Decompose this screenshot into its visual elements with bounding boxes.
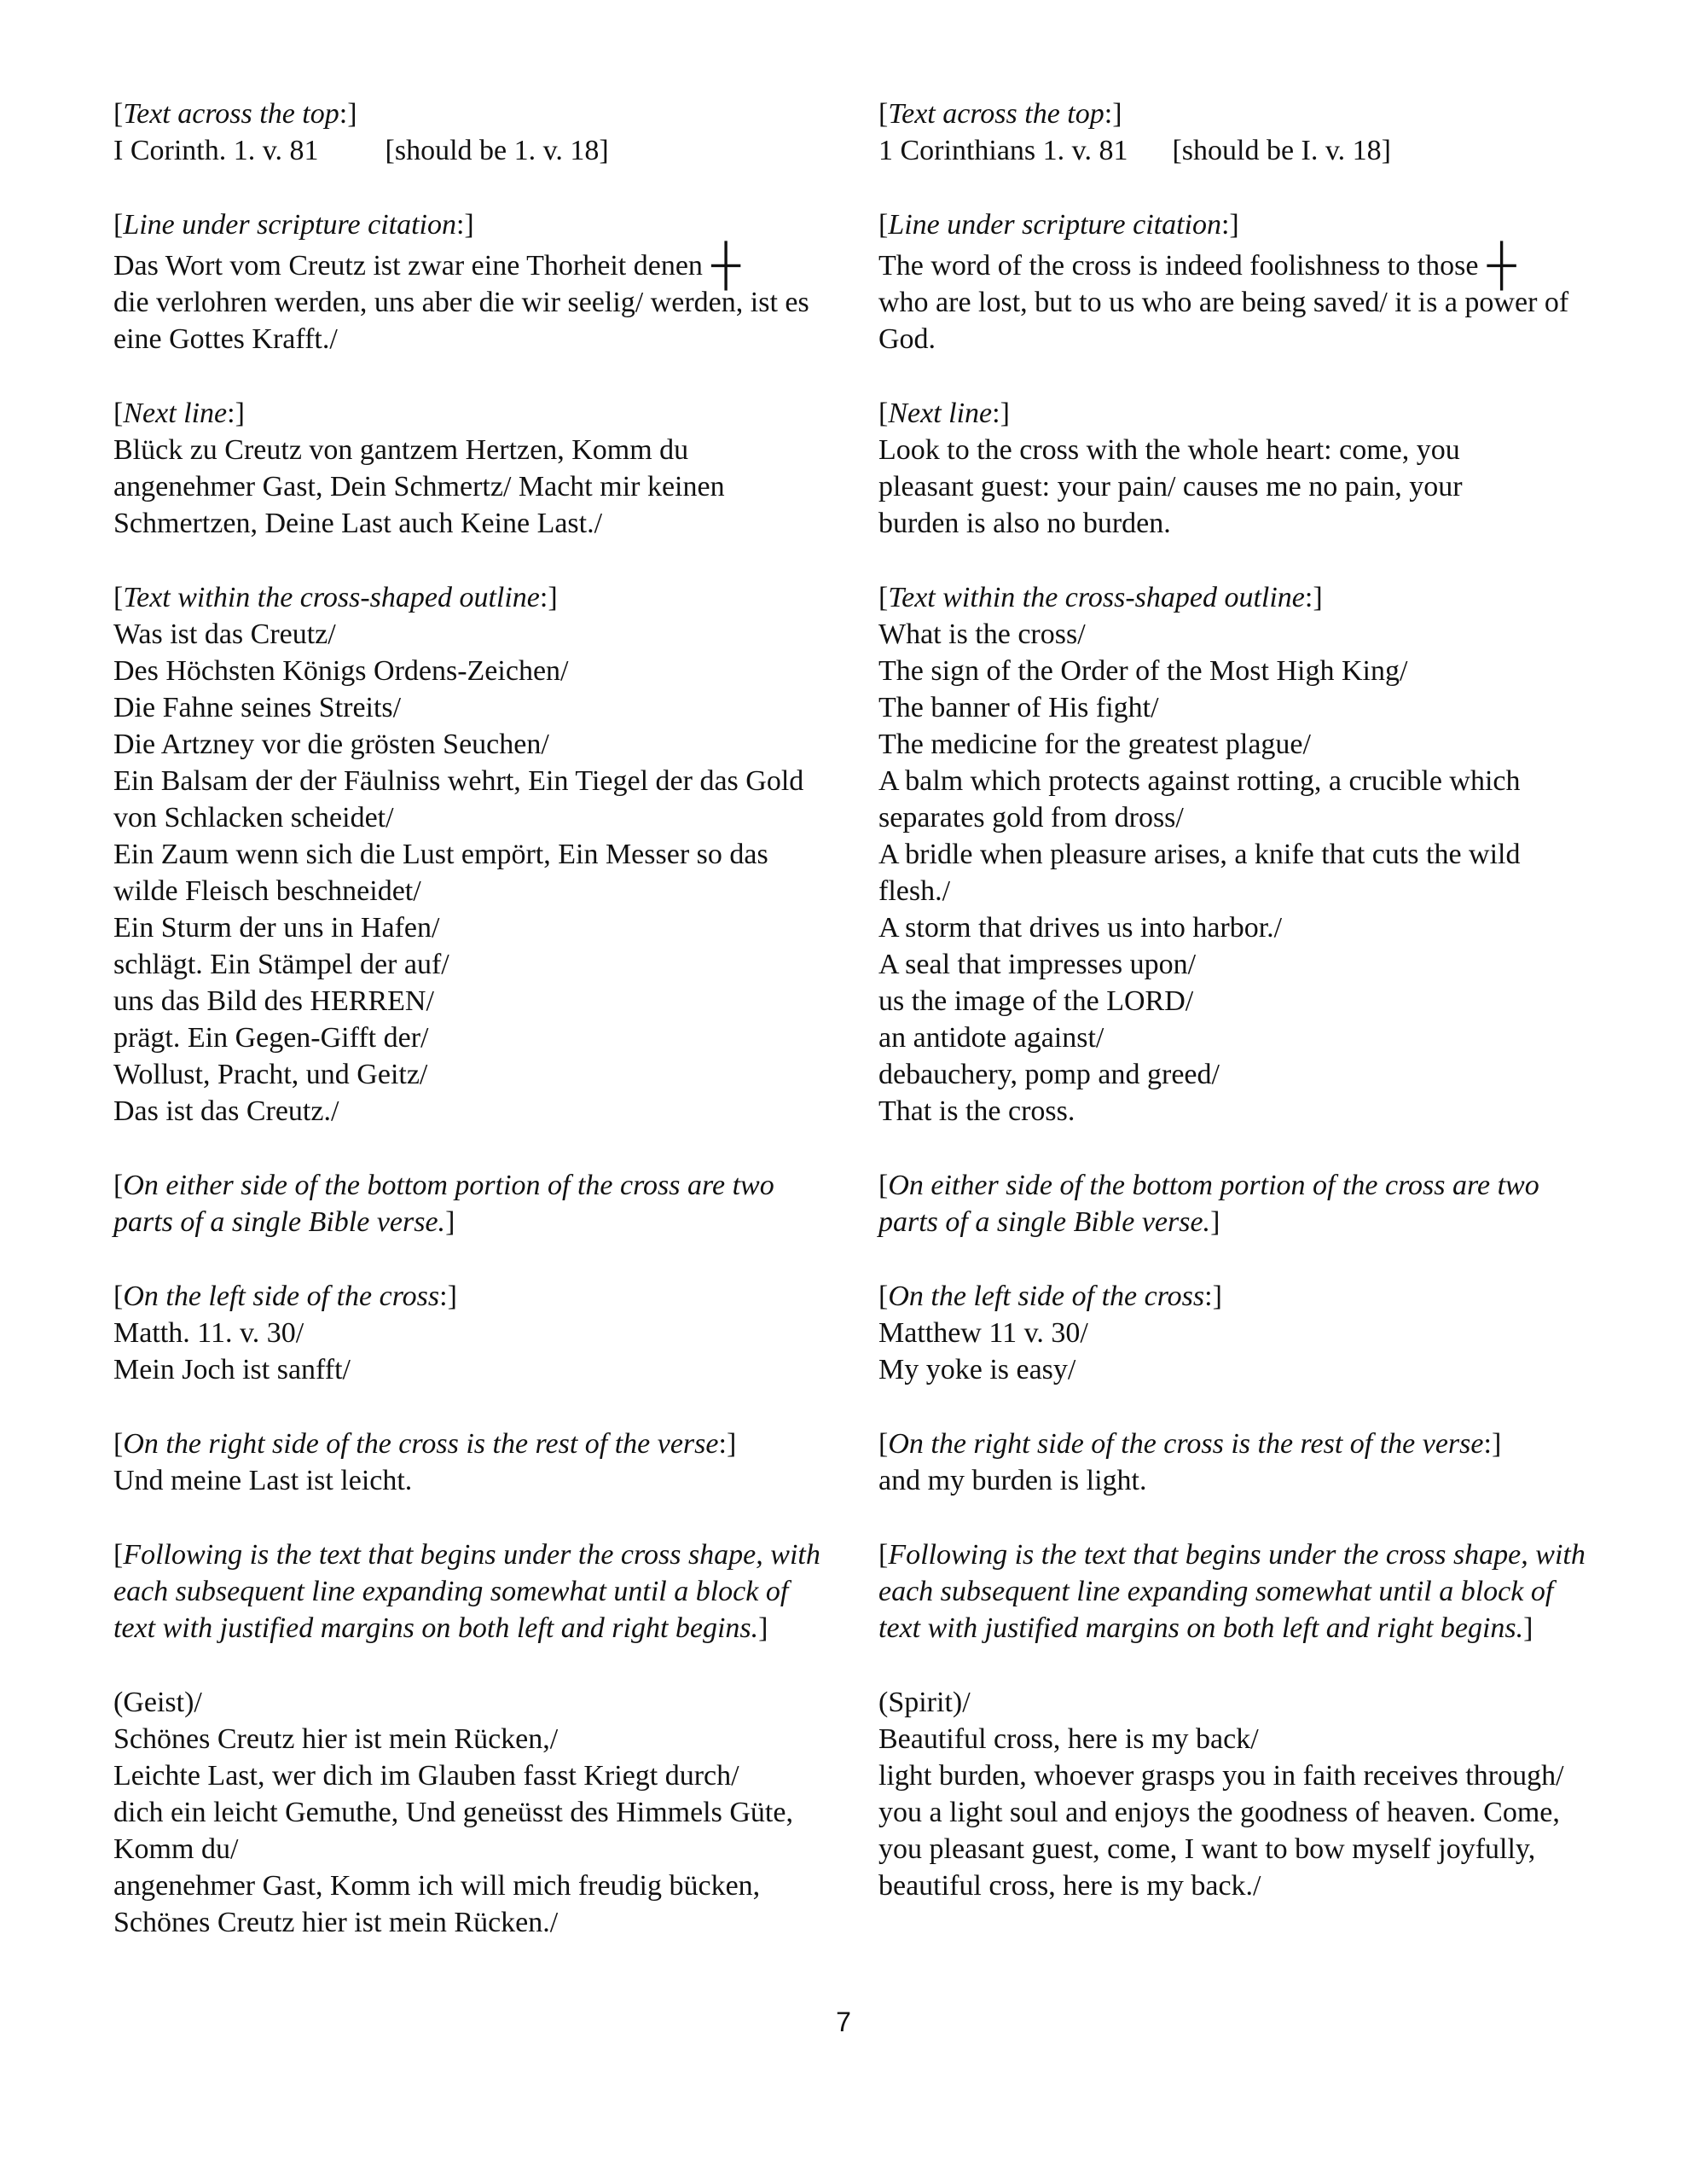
- next-line-block: [Next line:] Look to the cross with the whole heart: come, you pleasant guest: your pain/ causes me no pain, your burden is also no burden.: [878, 395, 1595, 542]
- cross-icon: ┼: [1487, 242, 1516, 288]
- scripture-line: The word of the cross is indeed foolishness to those: [878, 250, 1479, 282]
- editorial-note: Following is the text that begins under the cross shape, with each subsequent line expanding somewhat until a block of text with justified margins on both left and right begins.: [113, 1539, 820, 1644]
- text-line: angenehmer Gast, Komm ich will mich freudig bücken, Schönes Creutz hier ist mein Rücken./: [113, 1870, 761, 1938]
- text-line: Look to the cross with the whole heart: come, you: [878, 434, 1460, 466]
- text-line: What is the cross/: [878, 619, 1086, 650]
- geist-block: [113, 1684, 821, 1941]
- following-note-block: [Following is the text that begins under the cross shape, with each subsequent line expanding somewhat until a block of text with justified margins on both left and right begins.]: [113, 1539, 820, 1644]
- text-line: Schmertzen, Deine Last auch Keine Last./: [113, 508, 603, 539]
- citation: I Corinth. 1. v. 81: [113, 135, 319, 166]
- next-line-block: [Next line:] Blück zu Creutz von gantzem Hertzen, Komm du angenehmer Gast, Dein Schmertz/ Macht mir keinen Schmertzen, Deine Last auch Keine Last./: [113, 395, 821, 542]
- editorial-note: Next line: [888, 398, 993, 429]
- scripture-line: who are lost, but to us who are being saved/ it is a power of God.: [878, 287, 1569, 355]
- text-line: an antidote against/: [878, 1022, 1104, 1054]
- text-line: (Geist)/: [113, 1687, 202, 1718]
- verse-reference: Matth. 11. v. 30/: [113, 1317, 304, 1349]
- editorial-note: On the left side of the cross: [888, 1281, 1205, 1312]
- text-line: Ein Sturm der uns in Hafen/: [113, 912, 440, 944]
- german-column: [113, 96, 821, 1978]
- text-line: Ein Balsam der der Fäulniss wehrt, Ein Tiegel der das Gold von Schlacken scheidet/: [113, 765, 804, 834]
- citation-correction: [should be 1. v. 18]: [385, 135, 609, 166]
- text-line: A bridle when pleasure arises, a knife that cuts the wild flesh./: [878, 839, 1521, 907]
- text-line: pleasant guest: your pain/ causes me no pain, your: [878, 471, 1463, 502]
- editorial-note: On the right side of the cross is the rest of the verse: [123, 1428, 719, 1460]
- editorial-note: Text across the top: [888, 98, 1104, 130]
- top-text-block: [Text across the top:] I Corinth. 1. v. 81 [should be 1. v. 18]: [113, 98, 609, 166]
- editorial-note: Text within the cross-shaped outline: [888, 582, 1305, 613]
- text-line: Schönes Creutz hier ist mein Rücken,/: [113, 1723, 559, 1755]
- verse-text: and my burden is light.: [878, 1465, 1147, 1496]
- verse-text: Mein Joch ist sanfft/: [113, 1354, 351, 1385]
- english-column: [878, 96, 1595, 1942]
- cross-outline-block: [Text within the cross-shaped outline:] What is the cross/ The sign of the Order of the Most High King/ The banner of His fight/ The medicine for the greatest plague/ A balm which protects against rotting, a crucible which separates gold from dross/ A bridle when pleasure arises, a knife that cuts the wild flesh./ A storm that drives us into harbor./ A seal that impresses upon/ us the image of the LORD/ an antidote against/ debauchery, pomp and greed/ That is the cross.: [878, 579, 1595, 1130]
- text-line: you pleasant guest, come, I want to bow myself joyfully, beautiful cross, here is my back./: [878, 1833, 1536, 1902]
- text-line: (Spirit)/: [878, 1687, 971, 1718]
- text-line: Ein Zaum wenn sich die Lust empört, Ein Messer so das wilde Fleisch beschneidet/: [113, 839, 768, 907]
- text-line: That is the cross.: [878, 1095, 1075, 1127]
- editorial-note: Line under scripture citation: [123, 209, 456, 241]
- editorial-note: On either side of the bottom portion of the cross are two parts of a single Bible verse.: [878, 1170, 1539, 1238]
- editorial-note: Next line: [123, 398, 228, 429]
- text-line: Das ist das Creutz./: [113, 1095, 339, 1127]
- text-line: schlägt. Ein Stämpel der auf/: [113, 949, 449, 980]
- left-side-block: [On the left side of the cross:] Matthew 11 v. 30/ My yoke is easy/: [878, 1278, 1595, 1388]
- text-line: A balm which protects against rotting, a crucible which separates gold from dross/: [878, 765, 1521, 834]
- right-side-block: [On the right side of the cross is the rest of the verse:] Und meine Last ist leicht.: [113, 1426, 821, 1499]
- citation: 1 Corinthians 1. v. 81: [878, 135, 1128, 166]
- text-line: The medicine for the greatest plague/: [878, 729, 1311, 760]
- left-side-block: [On the left side of the cross:] Matth. 11. v. 30/ Mein Joch ist sanfft/: [113, 1278, 821, 1388]
- text-line: prägt. Ein Gegen-Gifft der/: [113, 1022, 429, 1054]
- right-side-block: [On the right side of the cross is the rest of the verse:] and my burden is light.: [878, 1426, 1595, 1499]
- verse-reference: Matthew 11 v. 30/: [878, 1317, 1088, 1349]
- spirit-block: [878, 1684, 1595, 1904]
- text-line: Beautiful cross, here is my back/: [878, 1723, 1259, 1755]
- following-note-block: [Following is the text that begins under the cross shape, with each subsequent line expanding somewhat until a block of text with justified margins on both left and right begins.]: [878, 1539, 1586, 1644]
- text-line: Des Höchsten Königs Ordens-Zeichen/: [113, 655, 569, 687]
- bottom-note-block: [On either side of the bottom portion of the cross are two parts of a single Bible verse.]: [878, 1170, 1539, 1238]
- text-line: A seal that impresses upon/: [878, 949, 1197, 980]
- editorial-note: Text across the top: [123, 98, 339, 130]
- text-line: us the image of the LORD/: [878, 985, 1194, 1017]
- text-line: Die Artzney vor die grösten Seuchen/: [113, 729, 549, 760]
- editorial-note: On either side of the bottom portion of the cross are two parts of a single Bible verse.: [113, 1170, 774, 1238]
- text-line: Was ist das Creutz/: [113, 619, 336, 650]
- scripture-block: [Line under scripture citation:] The word of the cross is indeed foolishness to those ┼ who are lost, but to us who are being saved/ it is a power of God.: [878, 206, 1595, 357]
- scripture-line: Das Wort vom Creutz ist zwar eine Thorheit denen: [113, 250, 703, 282]
- text-line: Leichte Last, wer dich im Glauben fasst Kriegt durch/: [113, 1760, 739, 1792]
- scripture-block: [Line under scripture citation:] Das Wort vom Creutz ist zwar eine Thorheit denen ┼ die verlohren werden, uns aber die wir seelig/ werden, ist es eine Gottes Krafft./: [113, 206, 821, 357]
- page-number: 7: [836, 2007, 851, 2037]
- text-line: dich ein leicht Gemuthe, Und geneüsst des Himmels Güte, Komm du/: [113, 1797, 793, 1865]
- editorial-note: On the left side of the cross: [123, 1281, 440, 1312]
- text-line: Die Fahne seines Streits/: [113, 692, 402, 723]
- editorial-note: Text within the cross-shaped outline: [123, 582, 540, 613]
- text-line: burden is also no burden.: [878, 508, 1171, 539]
- editorial-note: On the right side of the cross is the rest of the verse: [888, 1428, 1484, 1460]
- text-line: uns das Bild des HERREN/: [113, 985, 434, 1017]
- cross-outline-block: [Text within the cross-shaped outline:] Was ist das Creutz/ Des Höchsten Königs Ordens-Zeichen/ Die Fahne seines Streits/ Die Artzney vor die grösten Seuchen/ Ein Balsam der der Fäulniss wehrt, Ein Tiegel der das Gold von Schlacken scheidet/ Ein Zaum wenn sich die Lust empört, Ein Messer so das wilde Fleisch beschneidet/ Ein Sturm der uns in Hafen/ schlägt. Ein Stämpel der auf/ uns das Bild des HERREN/ prägt. Ein Gegen-Gifft der/ Wollust, Pracht, und Geitz/ Das ist das Creutz./: [113, 579, 821, 1130]
- text-line: Blück zu Creutz von gantzem Hertzen, Komm du: [113, 434, 689, 466]
- bottom-note-block: [On either side of the bottom portion of the cross are two parts of a single Bible verse.]: [113, 1170, 774, 1238]
- text-line: you a light soul and enjoys the goodness of heaven. Come,: [878, 1797, 1560, 1828]
- text-line: The banner of His fight/: [878, 692, 1159, 723]
- text-line: angenehmer Gast, Dein Schmertz/ Macht mir keinen: [113, 471, 725, 502]
- cross-icon: ┼: [710, 242, 740, 288]
- text-line: light burden, whoever grasps you in faith receives through/: [878, 1760, 1564, 1792]
- verse-text: My yoke is easy/: [878, 1354, 1076, 1385]
- editorial-note: Following is the text that begins under the cross shape, with each subsequent line expanding somewhat until a block of text with justified margins on both left and right begins.: [878, 1539, 1586, 1644]
- text-line: The sign of the Order of the Most High King/: [878, 655, 1408, 687]
- top-text-block: [Text across the top:] 1 Corinthians 1. v. 81 [should be I. v. 18]: [878, 98, 1391, 166]
- verse-text: Und meine Last ist leicht.: [113, 1465, 413, 1496]
- scripture-line: die verlohren werden, uns aber die wir seelig/ werden, ist es eine Gottes Krafft./: [113, 287, 809, 355]
- text-line: Wollust, Pracht, und Geitz/: [113, 1059, 428, 1090]
- citation-correction: [should be I. v. 18]: [1172, 135, 1391, 166]
- text-line: debauchery, pomp and greed/: [878, 1059, 1220, 1090]
- editorial-note: Line under scripture citation: [888, 209, 1221, 241]
- text-line: A storm that drives us into harbor./: [878, 912, 1283, 944]
